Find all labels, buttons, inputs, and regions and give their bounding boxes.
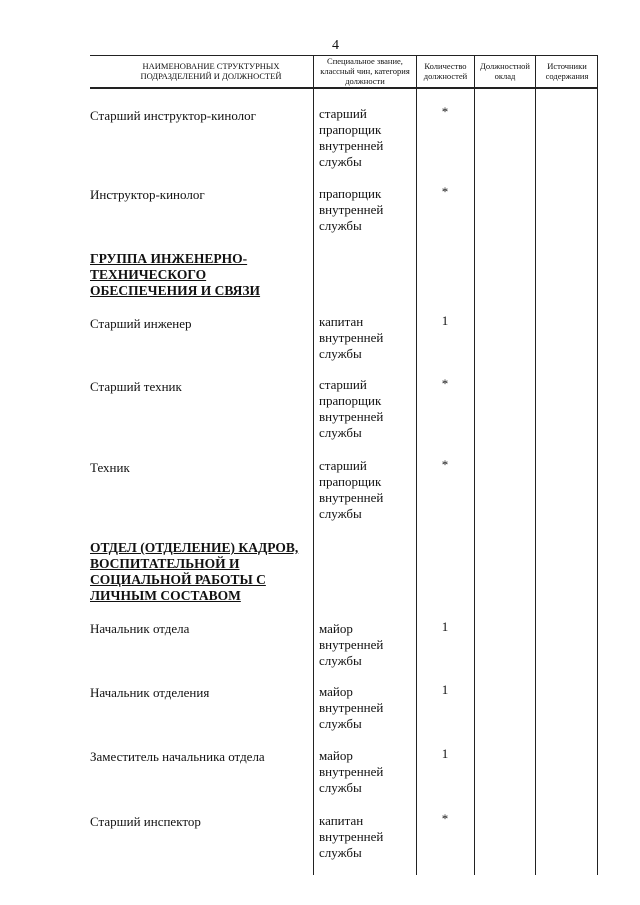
header-rank: Специальное звание, классный чин, категория должности (320, 56, 410, 86)
position-count: * (441, 376, 449, 391)
position-count: * (441, 104, 449, 119)
position-name: Начальник отделения (90, 685, 210, 700)
position-count: * (441, 457, 449, 472)
position-count: 1 (441, 619, 449, 634)
header-sources: Источники содержания (545, 61, 589, 81)
header-count: Количество должностей (423, 61, 468, 81)
column-divider-right (597, 55, 598, 875)
position-count: * (441, 811, 449, 826)
position-rank: капитан внутренней службы (319, 314, 384, 361)
section-heading: ГРУППА ИНЖЕНЕРНО-ТЕХНИЧЕСКОГО ОБЕСПЕЧЕНИЯ И СВЯЗИ (90, 251, 261, 298)
position-name: Старший техник (90, 379, 182, 394)
position-count: 1 (441, 746, 449, 761)
position-count: 1 (441, 682, 449, 697)
position-count: 1 (441, 313, 449, 328)
column-divider-3 (474, 55, 475, 875)
position-name: Инструктор-кинолог (90, 187, 205, 202)
position-rank: старший прапорщик внутренней службы (319, 458, 384, 521)
position-rank: майор внутренней службы (319, 684, 384, 731)
page-number: 4 (332, 38, 339, 53)
position-rank: старший прапорщик внутренней службы (319, 377, 384, 440)
position-name: Старший инструктор-кинолог (90, 108, 256, 123)
position-name: Старший инспектор (90, 814, 201, 829)
position-name: Заместитель начальника отдела (90, 749, 265, 764)
table-header-bottom-border (90, 87, 598, 89)
header-salary: Должностной оклад (480, 61, 530, 81)
position-rank: капитан внутренней службы (319, 813, 384, 860)
position-name: Начальник отдела (90, 621, 190, 636)
position-name: Старший инженер (90, 316, 192, 331)
column-divider-1 (313, 55, 314, 875)
column-divider-4 (535, 55, 536, 875)
section-heading: ОТДЕЛ (ОТДЕЛЕНИЕ) КАДРОВ, ВОСПИТАТЕЛЬНОЙ И СОЦИАЛЬНОЙ РАБОТЫ С ЛИЧНЫМ СОСТАВОМ (90, 540, 299, 603)
position-rank: старший прапорщик внутренней службы (319, 106, 384, 169)
position-count: * (441, 184, 449, 199)
header-structural-units: НАИМЕНОВАНИЕ СТРУКТУРНЫХ ПОДРАЗДЕЛЕНИЙ И ДОЛЖНОСТЕЙ (140, 61, 282, 81)
position-rank: прапорщик внутренней службы (319, 186, 384, 233)
position-name: Техник (90, 460, 130, 475)
position-rank: майор внутренней службы (319, 748, 384, 795)
position-rank: майор внутренней службы (319, 621, 384, 668)
